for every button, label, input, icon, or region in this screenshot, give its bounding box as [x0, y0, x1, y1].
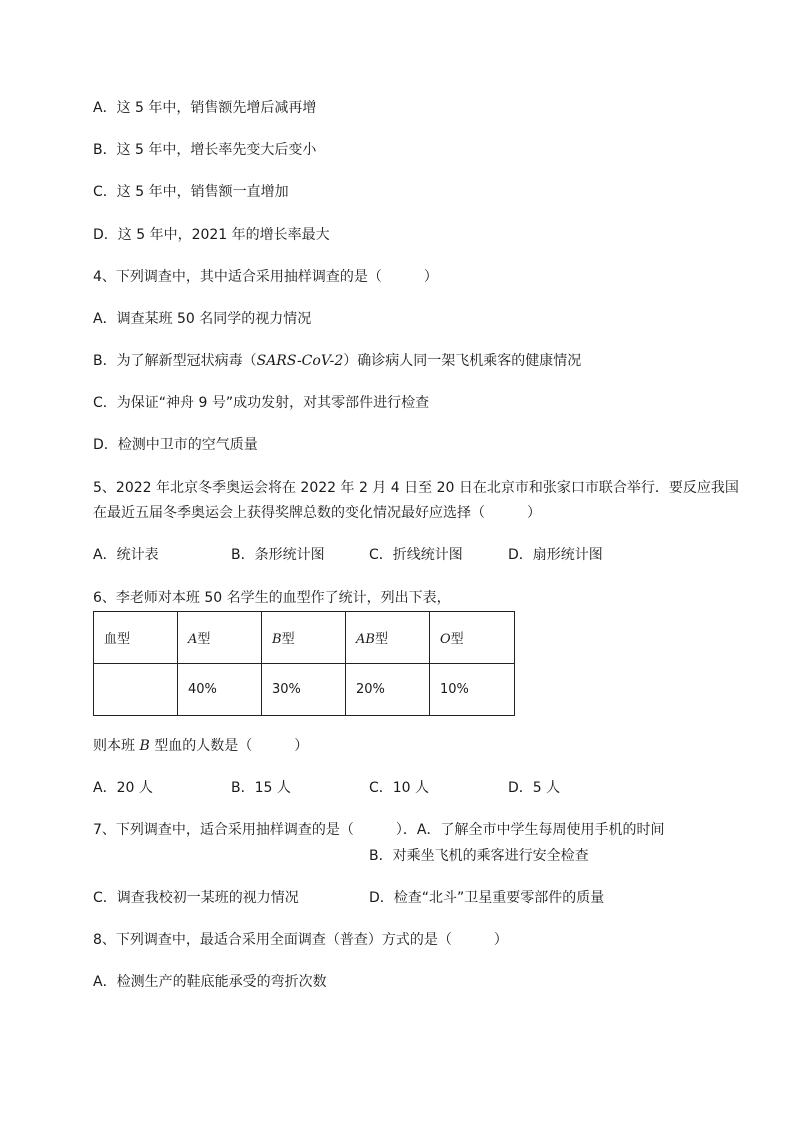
table-header-type-b: B型 — [262, 612, 346, 664]
table-header-type-o: O型 — [430, 612, 515, 664]
table-cell-empty — [94, 664, 178, 716]
q4-option-a: A．调查某班 50 名同学的视力情况 — [93, 311, 312, 327]
q7-stem: 7、下列调查中，适合采用抽样调查的是（ ）．A．了解全市中学生每周使用手机的时间 — [93, 822, 665, 838]
q5-option-d: D．扇形统计图 — [508, 547, 603, 563]
q3-option-a: A．这 5 年中，销售额先增后减再增 — [93, 100, 317, 116]
table-row-values — [94, 664, 515, 716]
q3-option-d: D．这 5 年中，2021 年的增长率最大 — [93, 227, 330, 243]
table-header-type-a: A型 — [178, 612, 262, 664]
table-row-header — [94, 612, 515, 664]
table-cell-b: 30% — [262, 664, 346, 716]
q5-stem-line1: 5、2022 年北京冬季奥运会将在 2022 年 2 月 4 日至 20 日在北京市和张家口市联合举行．要反应我国 — [93, 480, 739, 496]
q5-option-a: A．统计表 — [93, 547, 159, 563]
q6-option-b: B．15 人 — [231, 780, 291, 796]
q6-option-c: C．10 人 — [369, 780, 430, 796]
table-header-type-ab: AB型 — [346, 612, 430, 664]
q4-option-b-post: ）确诊病人同一架飞机乘客的健康情况 — [343, 353, 582, 369]
blood-type-table — [93, 611, 515, 716]
q7-option-b: B．对乘坐飞机的乘客进行安全检查 — [369, 848, 589, 864]
q4-option-b-pre: B．为了解新型冠状病毒（ — [93, 353, 257, 369]
q6-question: 则本班 B 型血的人数是（ ） — [93, 738, 309, 754]
q6-option-a: A．20 人 — [93, 780, 153, 796]
q4-option-c: C．为保证“神舟 9 号”成功发射，对其零部件进行检查 — [93, 395, 430, 411]
table-cell-o: 10% — [430, 664, 515, 716]
q4-option-b-virus: SARS-CoV-2 — [256, 353, 344, 369]
table-cell-a: 40% — [178, 664, 262, 716]
q4-option-d: D．检测中卫市的空气质量 — [93, 437, 258, 453]
q6-option-d: D．5 人 — [508, 780, 561, 796]
q4-option-b — [93, 351, 581, 371]
q8-stem: 8、下列调查中，最适合采用全面调查（普查）方式的是（ ） — [93, 932, 508, 948]
q3-option-c: C．这 5 年中，销售额一直增加 — [93, 184, 289, 200]
table-cell-ab: 20% — [346, 664, 430, 716]
q7-option-c: C．调查我校初一某班的视力情况 — [93, 890, 299, 906]
q4-stem: 4、下列调查中，其中适合采用抽样调查的是（ ） — [93, 269, 438, 285]
table-header-label: 血型 — [94, 612, 178, 664]
q3-option-b: B．这 5 年中，增长率先变大后变小 — [93, 142, 317, 158]
q5-option-c: C．折线统计图 — [369, 547, 463, 563]
q5-option-b: B．条形统计图 — [231, 547, 325, 563]
q6-stem: 6、李老师对本班 50 名学生的血型作了统计，列出下表， — [93, 590, 451, 606]
q8-option-a: A．检测生产的鞋底能承受的弯折次数 — [93, 974, 327, 990]
q5-stem-line2: 在最近五届冬季奥运会上获得奖牌总数的变化情况最好应选择（ ） — [93, 505, 541, 521]
q7-option-d: D．检查“北斗”卫星重要零部件的质量 — [369, 890, 605, 906]
